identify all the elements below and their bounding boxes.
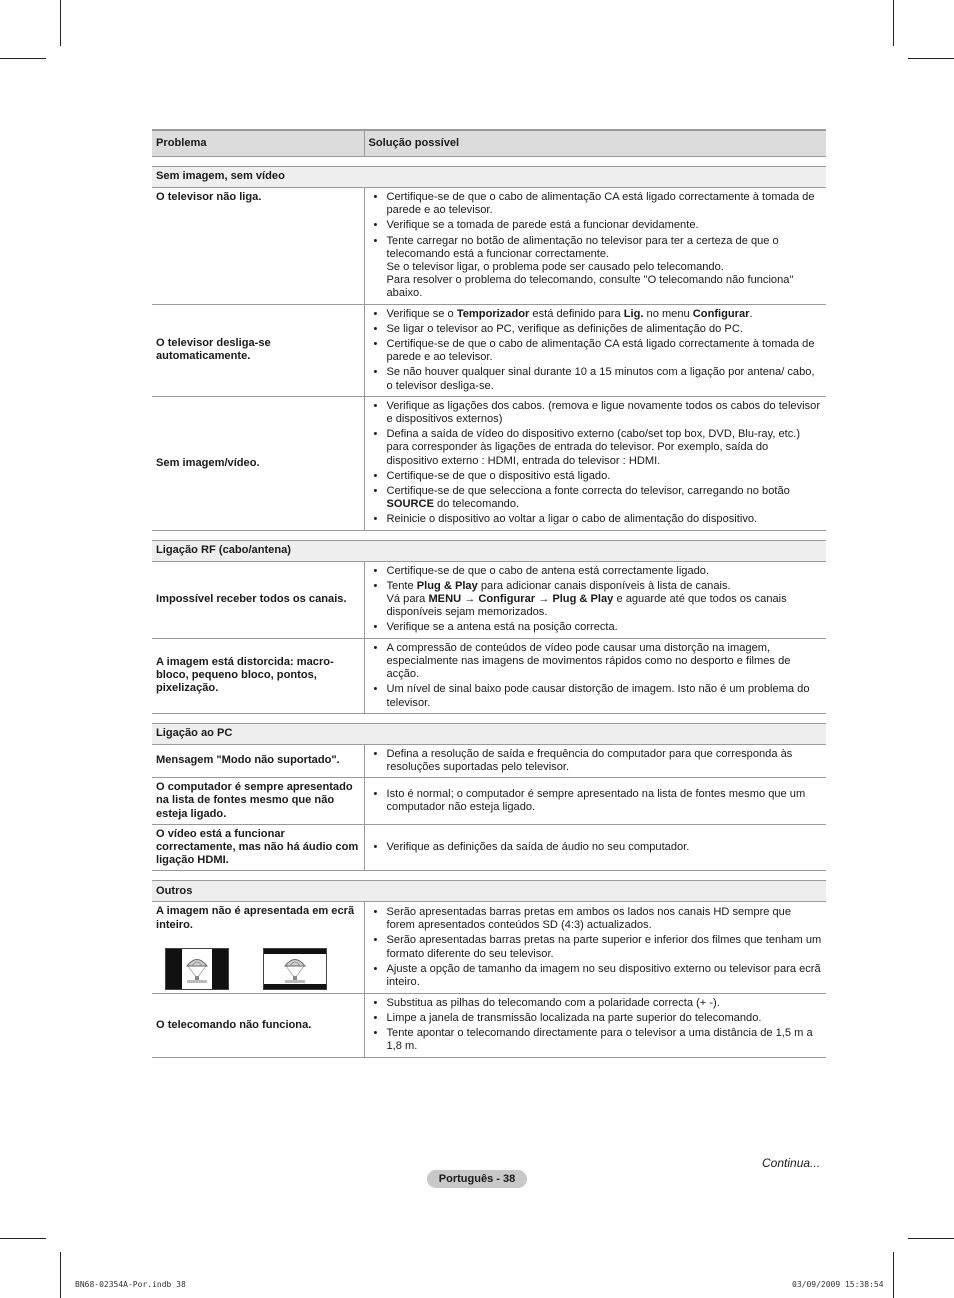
solution-cell	[364, 744, 826, 777]
solution-item: • Um nível de sinal baixo pode causar distorção de imagem. Isto não é um problema do televisor.	[387, 683, 823, 709]
solution-item: • Certifique-se de que o dispositivo está ligado.	[387, 470, 823, 483]
solution-item: • Verifique se a tomada de parede está a funcionar devidamente.	[387, 219, 823, 232]
troubleshooting-table	[152, 129, 826, 1058]
solution-cell	[364, 638, 826, 713]
solution-line: • Tente carregar no botão de alimentação no televisor para ter a certeza de que o telecomando está a funcionar correctamente.	[386, 234, 779, 260]
parachute-icon	[283, 955, 307, 983]
solution-cell	[364, 824, 826, 871]
page-number-badge: Português - 38	[427, 1170, 527, 1188]
solution-item: • Serão apresentadas barras pretas em ambos os lados nos canais HD sempre que forem apresentados conteúdos SD (4:3) actualizados.	[387, 906, 823, 932]
crop-mark	[0, 1238, 46, 1239]
solution-item: • Ajuste a opção de tamanho da imagem no seu dispositivo externo ou televisor para ecrã inteiro.	[387, 963, 823, 989]
problem-cell: Impossível receber todos os canais.	[152, 561, 364, 638]
solution-item: • A compressão de conteúdos de vídeo pode causar uma distorção na imagem, especialmente nas imagens de movimentos rápidos como no desporto e filmes de acção.	[387, 642, 823, 682]
table-row	[152, 778, 826, 825]
table-row	[152, 396, 826, 530]
section-title: Ligação ao PC	[152, 723, 826, 744]
section-title: Sem imagem, sem vídeo	[152, 167, 826, 188]
crop-mark	[0, 58, 46, 59]
table-row	[152, 188, 826, 305]
solution-item: • Verifique as definições da saída de áudio no seu computador.	[387, 841, 823, 854]
problem-text: A imagem não é apresentada em ecrã inteiro.	[156, 905, 355, 931]
crop-mark	[60, 1252, 61, 1298]
solution-item: • Tente apontar o telecomando directamente para o televisor a uma distância de 1,5 m a 1,8 m.	[387, 1027, 823, 1053]
solution-cell	[364, 304, 826, 396]
crop-mark	[893, 0, 894, 46]
section-header	[152, 540, 826, 561]
letterbox-illustration	[263, 948, 327, 990]
problem-cell: O telecomando não funciona.	[152, 993, 364, 1057]
print-file-info: BN68-02354A-Por.indb 38	[75, 1280, 186, 1289]
continued-note: Continua...	[762, 1156, 821, 1170]
crop-mark	[908, 58, 954, 59]
solution-line: Para resolver o problema do telecomando, consulte "O telecomando não funciona" abaixo.	[386, 274, 794, 300]
print-datetime: 03/09/2009 15:38:54	[792, 1280, 884, 1289]
problem-cell: O televisor desliga-se automaticamente.	[152, 304, 364, 396]
solution-cell	[364, 902, 826, 993]
solution-cell	[364, 778, 826, 825]
solution-item: • Certifique-se de que o cabo de alimentação CA está ligado correctamente à tomada de parede e ao televisor.	[387, 191, 823, 217]
solution-item: • Verifique as ligações dos cabos. (remova e ligue novamente todos os cabos do televisor e dispositivos externos)	[387, 400, 823, 426]
table-row	[152, 824, 826, 871]
problem-cell: A imagem está distorcida: macro-bloco, pequeno bloco, pontos, pixelização.	[152, 638, 364, 713]
solution-line: Se o televisor ligar, o problema pode ser causado pelo telecomando.	[386, 261, 724, 274]
section-header	[152, 723, 826, 744]
problem-cell: Sem imagem/vídeo.	[152, 396, 364, 530]
solution-item: • Defina a resolução de saída e frequência do computador para que corresponda às resoluções suportadas pelo televisor.	[387, 748, 823, 774]
crop-mark	[908, 1238, 954, 1239]
solution-item: • Reinicie o dispositivo ao voltar a ligar o cabo de alimentação do dispositivo.	[387, 513, 823, 526]
solution-item: • Substitua as pilhas do telecomando com a polaridade correcta (+ -).	[387, 997, 823, 1010]
solution-item	[387, 235, 823, 301]
table-row	[152, 638, 826, 713]
problem-cell: O televisor não liga.	[152, 188, 364, 305]
table-row	[152, 902, 826, 993]
solution-item: • Certifique-se de que o cabo de antena está correctamente ligado.	[387, 565, 823, 578]
problem-cell	[152, 902, 364, 993]
section-title: Outros	[152, 881, 826, 902]
solution-item: • Se não houver qualquer sinal durante 10 a 15 minutos com a ligação por antena/ cabo, o televisor desliga-se.	[387, 366, 823, 392]
problem-cell: O computador é sempre apresentado na lista de fontes mesmo que não esteja ligado.	[152, 778, 364, 825]
header-solution: Solução possível	[364, 130, 826, 157]
solution-item: • Limpe a janela de transmissão localizada na parte superior do telecomando.	[387, 1012, 823, 1025]
solution-item: • Isto é normal; o computador é sempre apresentado na lista de fontes mesmo que um computador não esteja ligado.	[387, 788, 823, 814]
crop-mark	[60, 0, 61, 46]
solution-item: • Defina a saída de vídeo do dispositivo externo (cabo/set top box, DVD, Blu-ray, etc.) para corresponder às ligações de entrada do televisor. Por exemplo, saída do dispositivo externo : HDMI, entrada do televisor : HDMI.	[387, 428, 823, 468]
table-row	[152, 561, 826, 638]
solution-item: • Tente Plug & Play para adicionar canais disponíveis à lista de canais. Vá para MENU → Configurar → Plug & Play e aguarde até que todos os canais disponíveis sejam memorizados.	[387, 580, 823, 620]
table-row	[152, 744, 826, 777]
solution-cell	[364, 396, 826, 530]
crop-mark	[893, 1252, 894, 1298]
section-title: Ligação RF (cabo/antena)	[152, 540, 826, 561]
solution-cell	[364, 188, 826, 305]
section-header	[152, 167, 826, 188]
solution-item: • Verifique se o Temporizador está definido para Lig. no menu Configurar.	[387, 308, 823, 321]
solution-item: • Se ligar o televisor ao PC, verifique as definições de alimentação do PC.	[387, 323, 823, 336]
solution-item: • Verifique se a antena está na posição correcta.	[387, 621, 823, 634]
table-row	[152, 993, 826, 1057]
solution-item: • Certifique-se de que o cabo de alimentação CA está ligado correctamente à tomada de parede e ao televisor.	[387, 338, 823, 364]
problem-cell: Mensagem "Modo não suportado".	[152, 744, 364, 777]
parachute-icon	[185, 955, 209, 983]
problem-cell: O vídeo está a funcionar correctamente, mas não há áudio com ligação HDMI.	[152, 824, 364, 871]
header-problem: Problema	[152, 130, 364, 157]
solution-cell	[364, 993, 826, 1057]
solution-item: • Certifique-se de que selecciona a fonte correcta do televisor, carregando no botão SOURCE do telecomando.	[387, 485, 823, 511]
solution-cell	[364, 561, 826, 638]
solution-item: • Serão apresentadas barras pretas na parte superior e inferior dos filmes que tenham um formato diferente do seu televisor.	[387, 934, 823, 960]
section-header	[152, 881, 826, 902]
table-header	[152, 130, 826, 157]
pillarbox-illustration	[165, 948, 229, 990]
table-row	[152, 304, 826, 396]
